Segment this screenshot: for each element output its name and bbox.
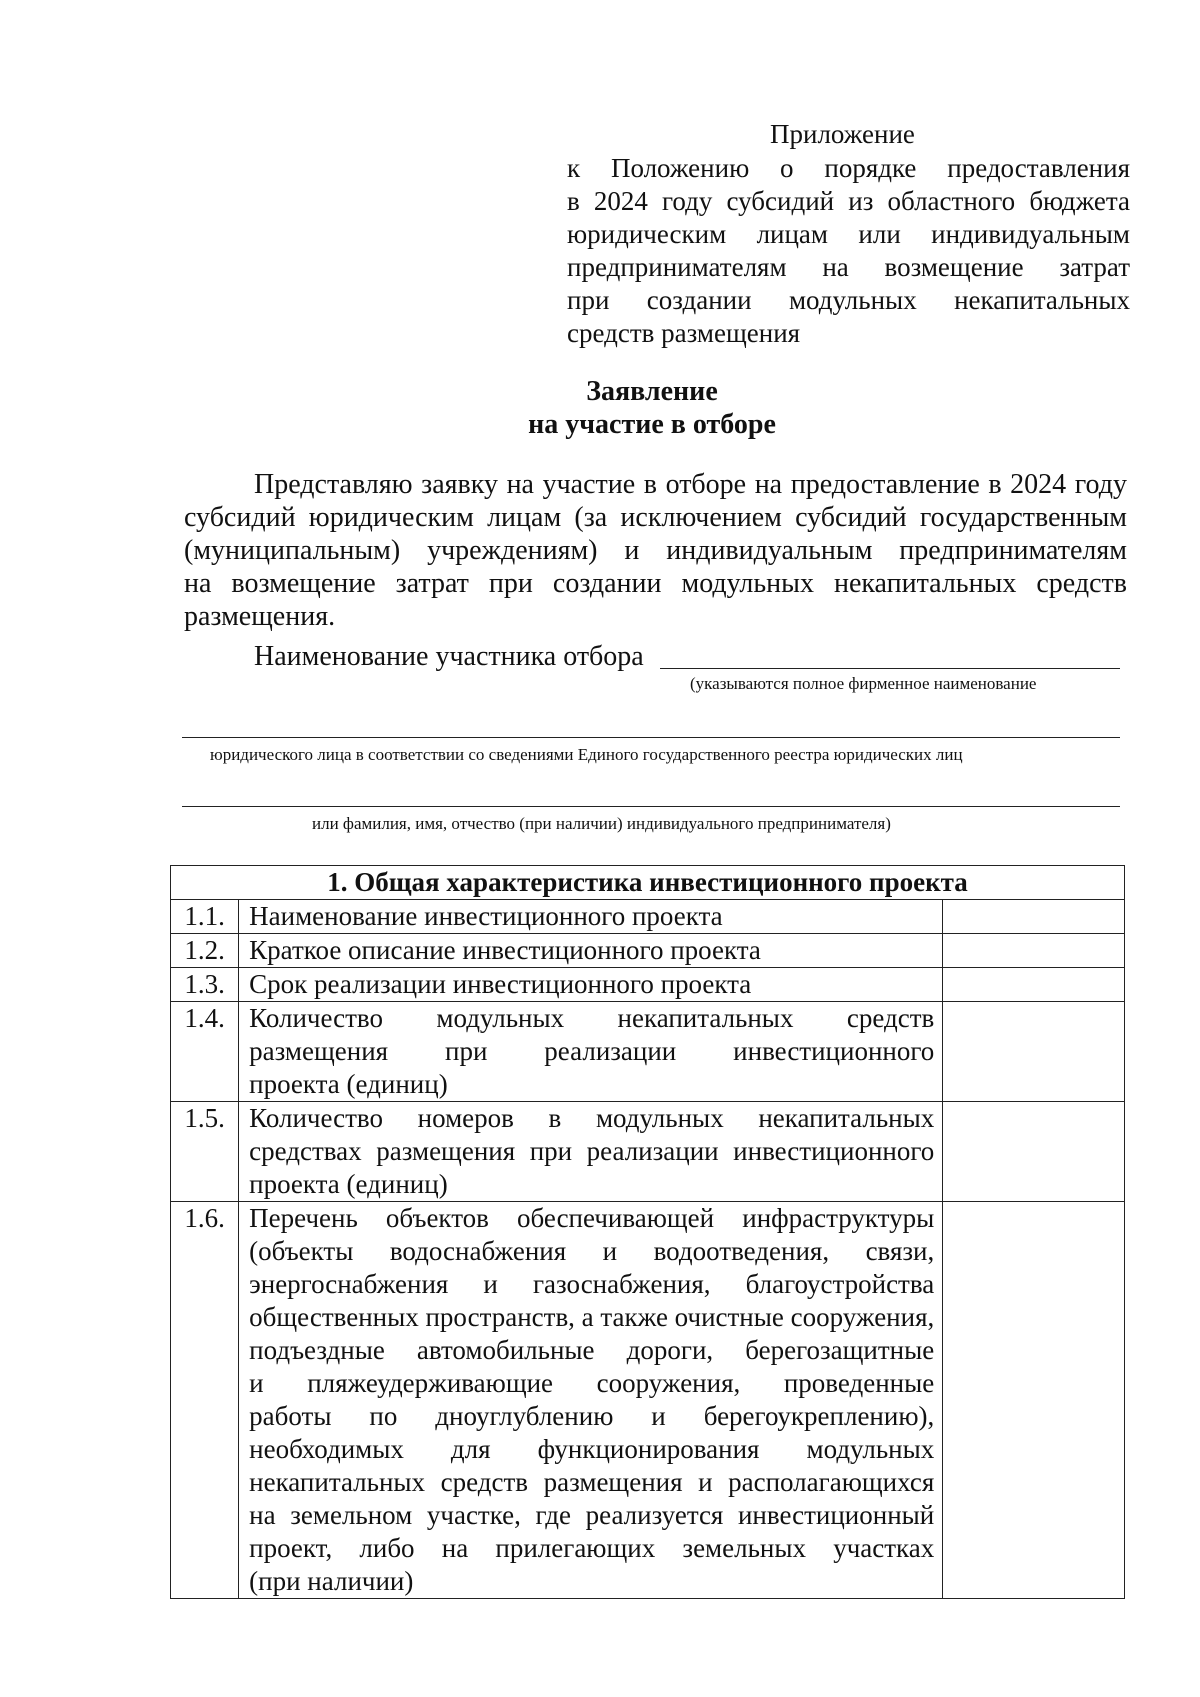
paragraph-line: (муниципальным) учреждениям) и индивидуальным предпринимателям [184, 535, 1127, 566]
row-description-line: некапитальных средств размещения и располагающихся [249, 1467, 935, 1497]
participant-name-field[interactable] [660, 668, 1120, 669]
participant-name-field-line-3[interactable] [182, 806, 1120, 807]
row-description-line: (объекты водоснабжения и водоотведения, связи, [249, 1236, 935, 1266]
table-row [171, 1102, 1125, 1202]
row-description-line: (при наличии) [249, 1566, 414, 1596]
appendix-line: юридическим лицам или индивидуальным [567, 219, 1130, 249]
participant-hint-1: (указываются полное фирменное наименование [690, 674, 1037, 693]
row-value-cell[interactable] [943, 1202, 1125, 1599]
document-title-line-2: на участие в отборе [528, 409, 776, 440]
appendix-title: Приложение [770, 119, 915, 149]
row-number: 1.2. [171, 934, 239, 968]
row-value-cell[interactable] [943, 934, 1125, 968]
appendix-line: предпринимателям на возмещение затрат [567, 252, 1130, 282]
table-header-row [171, 866, 1125, 900]
row-description-line: энергоснабжения и газоснабжения, благоустройства [249, 1269, 935, 1299]
row-value-cell[interactable] [943, 1102, 1125, 1202]
row-number: 1.5. [171, 1102, 239, 1202]
participant-hint-2: юридического лица в соответствии со сведениями Единого государственного реестра юридических лиц [210, 745, 963, 764]
appendix-line: в 2024 году субсидий из областного бюджета [567, 186, 1130, 216]
row-description-line: работы по дноуглублению и берегоукреплению), [249, 1401, 935, 1431]
appendix-line: при создании модульных некапитальных [567, 285, 1130, 315]
participant-hint-3: или фамилия, имя, отчество (при наличии) индивидуального предпринимателя) [312, 814, 891, 833]
paragraph-line: размещения. [184, 601, 336, 632]
document-title-line-1: Заявление [586, 376, 718, 407]
application-paragraph [184, 468, 1127, 633]
row-description [239, 900, 943, 934]
appendix-line: к Положению о порядке предоставления [567, 153, 1130, 183]
row-description-line: размещения при реализации инвестиционного [249, 1036, 935, 1066]
row-description [239, 968, 943, 1002]
row-value-cell[interactable] [943, 1002, 1125, 1102]
row-description-line: Количество номеров в модульных некапитальных [249, 1103, 935, 1133]
row-description-line: проекта (единиц) [249, 1169, 448, 1199]
row-description-line: проект, либо на прилегающих земельных участках [249, 1533, 935, 1563]
row-description-line: средствах размещения при реализации инвестиционного [249, 1136, 935, 1166]
row-number: 1.3. [171, 968, 239, 1002]
row-description-line: на земельном участке, где реализуется инвестиционный [249, 1500, 935, 1530]
row-description [239, 1102, 943, 1202]
table-row [171, 1002, 1125, 1102]
appendix-line: средств размещения [567, 318, 801, 348]
row-description [239, 934, 943, 968]
row-description-line: Наименование инвестиционного проекта [249, 901, 723, 931]
row-description-line: Краткое описание инвестиционного проекта [249, 935, 761, 965]
paragraph-line: на возмещение затрат при создании модульных некапитальных средств [184, 568, 1127, 599]
appendix-text [567, 152, 1130, 350]
row-value-cell[interactable] [943, 968, 1125, 1002]
participant-label: Наименование участника отбора [254, 641, 644, 672]
paragraph-line: субсидий юридическим лицам (за исключением субсидий государственным [184, 502, 1127, 533]
row-description-line: и пляжеудерживающие сооружения, проведенные [249, 1368, 935, 1398]
row-description [239, 1002, 943, 1102]
row-description-line: подъездные автомобильные дороги, берегозащитные [249, 1335, 935, 1365]
row-description-line: Перечень объектов обеспечивающей инфраструктуры [249, 1203, 935, 1233]
table-row [171, 968, 1125, 1002]
row-description-line: общественных пространств, а также очистные сооружения, [249, 1302, 935, 1332]
row-value-cell[interactable] [943, 900, 1125, 934]
row-description [239, 1202, 943, 1599]
row-number: 1.1. [171, 900, 239, 934]
table-row [171, 934, 1125, 968]
row-description-line: Срок реализации инвестиционного проекта [249, 969, 752, 999]
row-description-line: Количество модульных некапитальных средств [249, 1003, 935, 1033]
row-description-line: проекта (единиц) [249, 1069, 448, 1099]
participant-name-field-line-2[interactable] [182, 737, 1120, 738]
table-row [171, 900, 1125, 934]
investment-project-table [170, 865, 1125, 1599]
document-title [300, 375, 1004, 441]
paragraph-line: Представляю заявку на участие в отборе на предоставление в 2024 году [254, 469, 1127, 500]
row-number: 1.6. [171, 1202, 239, 1599]
table-section-title: 1. Общая характеристика инвестиционного проекта [171, 866, 1125, 900]
row-description-line: необходимых для функционирования модульных [249, 1434, 935, 1464]
row-number: 1.4. [171, 1002, 239, 1102]
table-body [171, 900, 1125, 1599]
table-row [171, 1202, 1125, 1599]
